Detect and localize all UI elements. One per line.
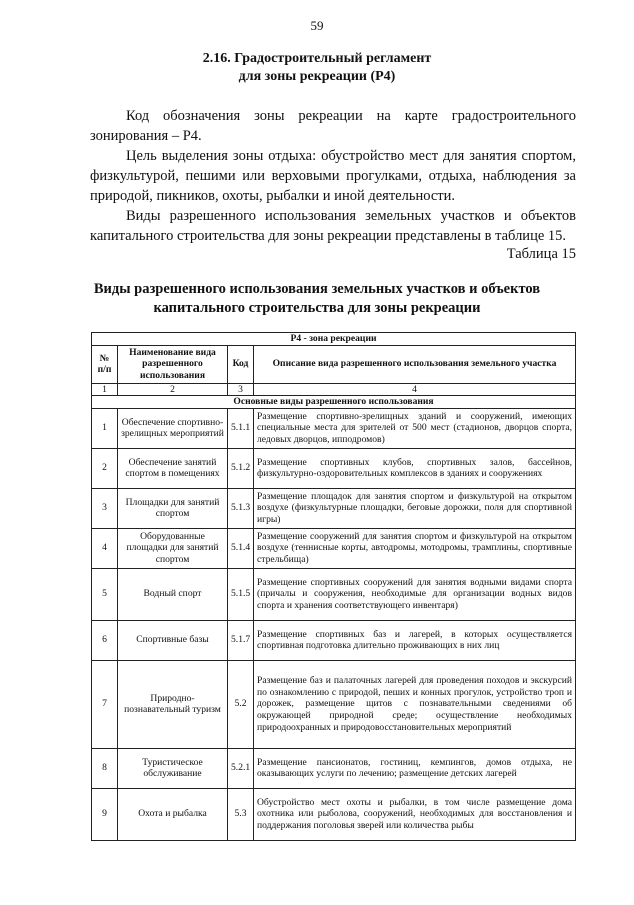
row-name: Водный спорт: [118, 568, 228, 620]
table-caption: Таблица 15: [506, 246, 576, 262]
land-use-table: [91, 332, 576, 841]
table-row: [92, 528, 576, 568]
section-label: Основные виды разрешенного использования: [92, 396, 576, 409]
table-title: [0, 280, 634, 318]
paragraph-table-reference: Виды разрешенного использования земельных участков и объектов капитального строительства для зоны рекреации представлены в таблице 15.: [90, 208, 576, 244]
zone-header-cell: Р4 - зона рекреации: [92, 333, 576, 346]
table-row: [92, 488, 576, 528]
table-row: [92, 660, 576, 748]
table-title-line2: капитального строительства для зоны рекреации: [153, 300, 481, 316]
row-num: 8: [92, 748, 118, 788]
index-cell: 2: [118, 383, 228, 396]
row-num: 5: [92, 568, 118, 620]
row-code: 5.1.1: [228, 408, 254, 448]
index-row: [92, 383, 576, 396]
row-num: 9: [92, 788, 118, 840]
table-row: [92, 788, 576, 840]
row-num: 4: [92, 528, 118, 568]
row-code: 5.1.5: [228, 568, 254, 620]
row-code: 5.1.3: [228, 488, 254, 528]
row-code: 5.3: [228, 788, 254, 840]
section-title-line2: для зоны рекреации (Р4): [238, 69, 396, 84]
header-name: Наименование вида разрешенного использования: [118, 345, 228, 383]
column-header-row: [92, 345, 576, 383]
header-desc: Описание вида разрешенного использования земельного участка: [254, 345, 576, 383]
table-row: [92, 408, 576, 448]
row-num: 2: [92, 448, 118, 488]
row-name: Оборудованные площадки для занятий спортом: [118, 528, 228, 568]
header-code: Код: [228, 345, 254, 383]
page-number: 59: [310, 18, 324, 33]
row-num: 7: [92, 660, 118, 748]
table-row: [92, 568, 576, 620]
index-cell: 3: [228, 383, 254, 396]
section-title-line1: 2.16. Градостроительный регламент: [202, 51, 432, 66]
row-name: Площадки для занятий спортом: [118, 488, 228, 528]
table-row: [92, 448, 576, 488]
row-name: Природно-познавательный туризм: [118, 660, 228, 748]
row-name: Охота и рыбалка: [118, 788, 228, 840]
zone-header-row: [92, 333, 576, 346]
section-row: [92, 396, 576, 409]
row-desc: Размещение сооружений для занятия спортом и физкультурой на открытом воздухе (теннисные корты, автодромы, мотодромы, трамплины, спортивные стрельбища): [254, 528, 576, 568]
row-code: 5.1.7: [228, 620, 254, 660]
row-num: 3: [92, 488, 118, 528]
row-desc: Размещение спортивных баз и лагерей, в которых осуществляется спортивная подготовка длительно проживающих в них лиц: [254, 620, 576, 660]
row-desc: Размещение спортивно-зрелищных зданий и сооружений, имеющих специальные места для зрителей от 500 мест (стадионов, дворцов спорта, ледовых дворцов, ипподромов): [254, 408, 576, 448]
row-desc: Размещение баз и палаточных лагерей для проведения походов и экскурсий по ознакомлению с природой, пеших и конных прогулок, устройство троп и дорожек, размещение щитов с познавательными сведениями об окружающей природной среде; осуществление необходимых природоохранных и природовосстановительных мероприятий: [254, 660, 576, 748]
paragraph-zone-purpose: Цель выделения зоны отдыха: обустройство мест для занятия спортом, физкультурой, пешими или верховыми прогулками, отдыха, наблюдения за природой, пикников, охоты, рыбалки и иной деятельности.: [90, 148, 576, 204]
row-desc: Размещение спортивных клубов, спортивных залов, бассейнов, физкультурно-оздоровительных комплексов в зданиях и сооружениях: [254, 448, 576, 488]
row-desc: Размещение спортивных сооружений для занятия водными видами спорта (причалы и сооружения, необходимые для организации водных видов спорта и хранения соответствующего инвентаря): [254, 568, 576, 620]
row-code: 5.1.2: [228, 448, 254, 488]
row-name: Обеспечение спортивно-зрелищных мероприятий: [118, 408, 228, 448]
paragraph-zone-code: Код обозначения зоны рекреации на карте градостроительного зонирования – Р4.: [90, 108, 576, 144]
table-row: [92, 620, 576, 660]
row-name: Обеспечение занятий спортом в помещениях: [118, 448, 228, 488]
row-num: 1: [92, 408, 118, 448]
section-heading: [0, 50, 634, 86]
row-code: 5.2.1: [228, 748, 254, 788]
table-title-line1: Виды разрешенного использования земельных участков и объектов: [93, 281, 541, 297]
row-name: Туристическое обслуживание: [118, 748, 228, 788]
index-cell: 4: [254, 383, 576, 396]
header-num: № п/п: [92, 345, 118, 383]
row-desc: Размещение площадок для занятия спортом и физкультурой на открытом воздухе (физкультурные площадки, беговые дорожки, поля для спортивной игры): [254, 488, 576, 528]
row-desc: Размещение пансионатов, гостиниц, кемпингов, домов отдыха, не оказывающих услуги по лечению; размещение детских лагерей: [254, 748, 576, 788]
row-num: 6: [92, 620, 118, 660]
table-row: [92, 748, 576, 788]
row-code: 5.1.4: [228, 528, 254, 568]
row-code: 5.2: [228, 660, 254, 748]
row-name: Спортивные базы: [118, 620, 228, 660]
index-cell: 1: [92, 383, 118, 396]
row-desc: Обустройство мест охоты и рыбалки, в том числе размещение дома охотника или рыболова, сооружений, необходимых для восстановления и поддержания поголовья зверей или количества рыбы: [254, 788, 576, 840]
